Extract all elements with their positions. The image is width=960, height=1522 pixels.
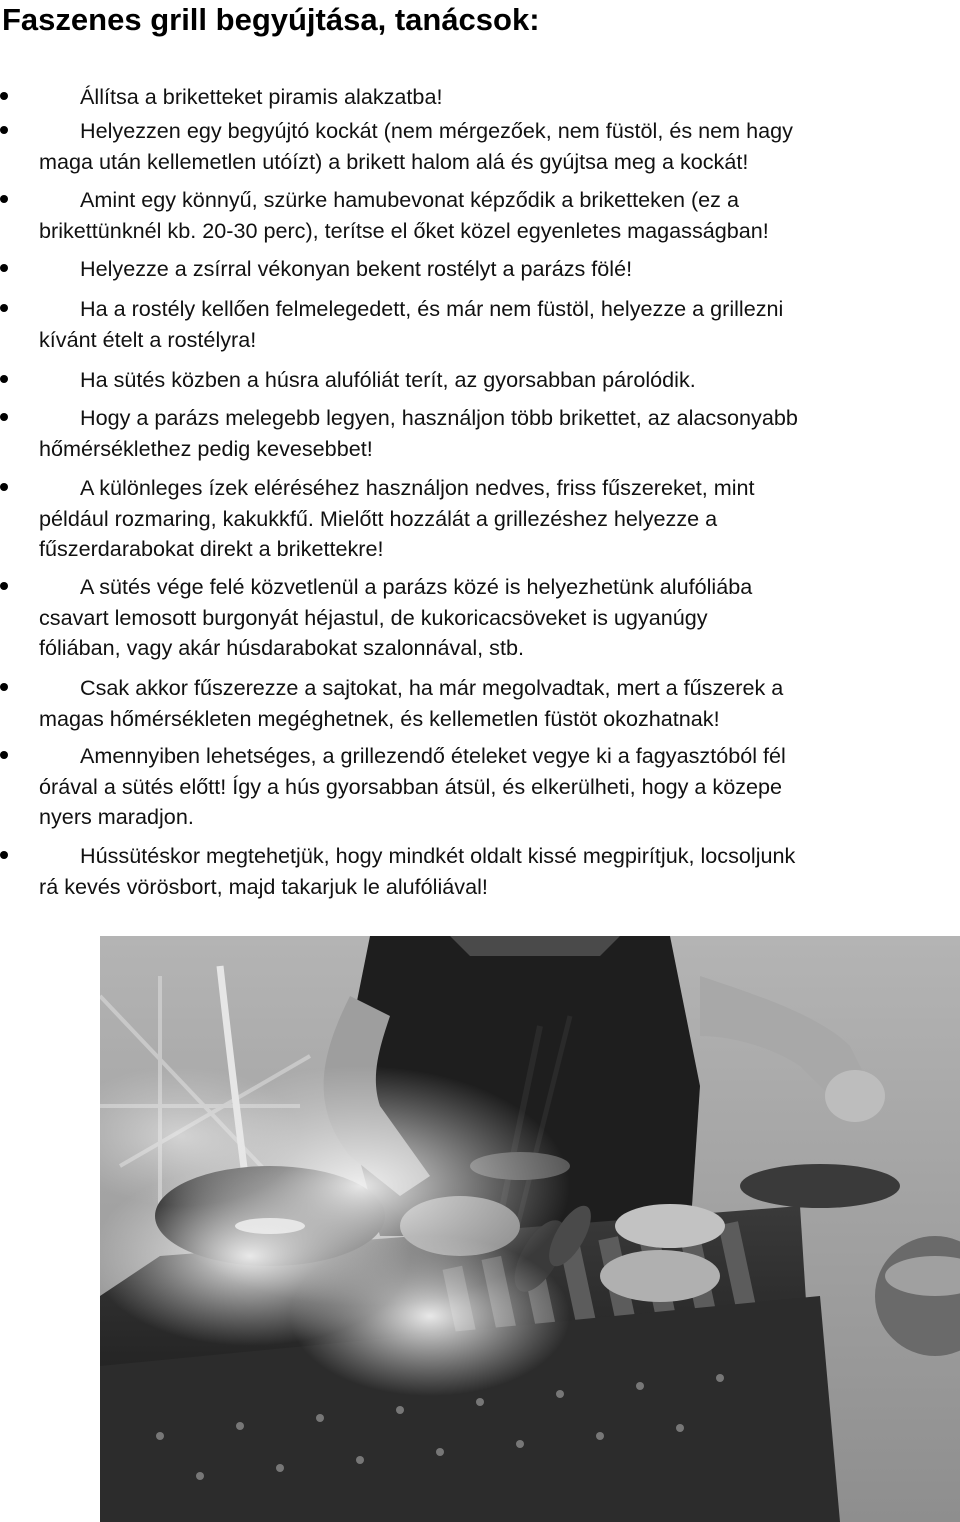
tip-text: Helyezze a zsírral vékonyan bekent rostélyt a parázs fölé!	[80, 256, 633, 281]
bullet-icon	[0, 264, 8, 272]
bullet-icon	[0, 92, 8, 100]
tip-text: Ha sütés közben a húsra alufóliát terít, az gyorsabban párolódik.	[80, 367, 696, 392]
bullet-icon	[0, 483, 8, 491]
bullet-icon	[0, 582, 8, 590]
grilling-photo-illustration	[100, 936, 960, 1522]
bullet-icon	[0, 126, 8, 134]
tip-text: Hogy a parázs melegebb legyen, használjon több brikettet, az alacsonyabb hőmérséklethez pedig kevesebbet!	[39, 405, 798, 461]
bullet-icon	[0, 304, 8, 312]
bullet-icon	[0, 851, 8, 859]
page-title: Faszenes grill begyújtása, tanácsok:	[2, 2, 540, 37]
bullet-icon	[0, 375, 8, 383]
tip-text: Állítsa a briketteket piramis alakzatba!	[80, 84, 443, 109]
tip-text: Helyezzen egy begyújtó kockát (nem mérgezőek, nem füstöl, és nem hagy maga után kellemetlen utóízt) a brikett halom alá és gyújtsa meg a kockát!	[39, 118, 793, 174]
grilling-photo	[100, 936, 960, 1522]
tip-text: Amint egy könnyű, szürke hamubevonat képződik a briketteken (ez a brikettünknél kb. 20-30 perc), terítse el őket közel egyenletes magasságban!	[39, 187, 769, 243]
bullet-icon	[0, 195, 8, 203]
tip-text: Ha a rostély kellően felmelegedett, és már nem füstöl, helyezze a grillezni kívánt ételt a rostélyra!	[39, 296, 784, 352]
tip-text: Csak akkor fűszerezze a sajtokat, ha már megolvadtak, mert a fűszerek a magas hőmérsékleten megéghetnek, és kellemetlen füstöt okozhatnak!	[39, 675, 784, 731]
tip-text: A sütés vége felé közvetlenül a parázs közé is helyezhetünk alufóliába csavart lemosott burgonyát héjastul, de kukoricacsöveket is ugyanúgy fóliában, vagy akár húsdarabokat szalonnával, stb.	[39, 574, 753, 660]
tip-text: A különleges ízek eléréséhez használjon nedves, friss fűszereket, mint például rozmaring, kakukkfű. Mielőtt hozzálát a grillezéshez helyezze a fűszerdarabokat direkt a brikettekre!	[39, 475, 755, 561]
tip-text: Amennyiben lehetséges, a grillezendő ételeket vegye ki a fagyasztóból fél órával a sütés előtt! Így a hús gyorsabban átsül, és elkerülheti, hogy a közepe nyers maradjon.	[39, 743, 786, 829]
bullet-icon	[0, 751, 8, 759]
bullet-icon	[0, 683, 8, 691]
tip-text: Hússütéskor megtehetjük, hogy mindkét oldalt kissé megpirítjuk, locsoljunk rá kevés vörösbort, majd takarjuk le alufóliával!	[39, 843, 796, 899]
bullet-icon	[0, 413, 8, 421]
